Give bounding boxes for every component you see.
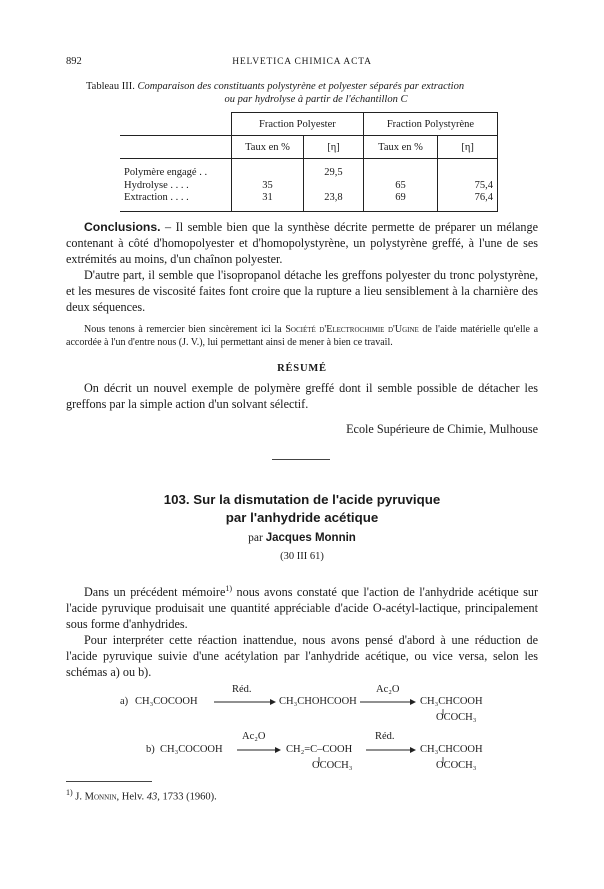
article-title (0, 491, 604, 527)
footnote (66, 788, 217, 803)
byline-by: par (248, 532, 263, 544)
scheme-a-mid: CH₃CHOHCOOH (279, 696, 357, 707)
sub-header: Taux en % (231, 136, 303, 159)
table-cell: 29,5 (324, 167, 343, 178)
conclusions-paragraph-1 (66, 219, 538, 267)
acknowledgement-company: Société d'Electrochimie d'Ugine (285, 324, 419, 335)
table-body-row (120, 159, 498, 212)
scheme-a-start: CH₃COCOOH (135, 696, 198, 707)
conclusions-label: Conclusions. (84, 220, 161, 234)
table-cell: 23,8 (324, 192, 343, 203)
affiliation: Ecole Supérieure de Chimie, Mulhouse (346, 422, 538, 436)
table-corner (120, 113, 231, 136)
group-header-polystyrene: Fraction Polystyrène (363, 113, 497, 136)
conclusions-paragraph-2: D'autre part, il semble que l'isopropanol détache les greffons polyester du tronc polystyrène, et les mesures de viscosité faites font croire que la rupture a lieu sensiblement à la charnière des deux séquences. (66, 268, 538, 314)
scheme-b-label: b) (146, 744, 155, 755)
sub-header: Taux en % (363, 136, 437, 159)
table-caption (86, 80, 536, 106)
table-cell (236, 167, 299, 180)
acknowledgement-pre: Nous tenons à remercier bien sincèrement ici la (84, 324, 286, 335)
table-cell (368, 167, 433, 180)
acknowledgement-post: de l'aide matérielle qu'elle a accordée à l'un d'entre nous (J. V.), lui permettant ainsi de mener à bien ce travail. (66, 324, 539, 348)
footnote-volume: 43 (146, 791, 158, 803)
paragraph-1-start: Dans un précédent mémoire (84, 585, 226, 600)
scheme-b-end: CH₃CHCOOH (420, 744, 483, 755)
col-polystyrene-eta (438, 159, 498, 212)
scheme-b-mid-sub: OCOCH₃ (312, 760, 353, 771)
scheme-a-arrow-1 (214, 697, 276, 707)
table-cell: 76,4 (474, 192, 493, 203)
table-caption-title-line2: ou par hydrolyse à partir de l'échantillon C (224, 94, 408, 105)
scheme-b-arrow-2 (366, 745, 416, 755)
row-label: Polymère engagé . . (124, 167, 208, 178)
group-header-polyester: Fraction Polyester (231, 113, 363, 136)
article-paragraph-1 (66, 581, 538, 632)
journal-name: HELVETICA CHIMICA ACTA (232, 57, 372, 67)
article-title-line1: 103. Sur la dismutation de l'acide pyruvique (163, 492, 441, 507)
table-cell: 35 (262, 179, 273, 191)
scheme-b-arrow-1 (237, 745, 281, 755)
footnote-rule (66, 781, 152, 782)
table-cell: 75,4 (474, 179, 493, 191)
acknowledgement (66, 323, 538, 349)
scheme-a-reagent-red: Réd. (232, 684, 252, 695)
scheme-b-end-sub: OCOCH₃ (436, 760, 477, 771)
article-body (66, 581, 538, 680)
table-caption-title-line1: Comparaison des constituants polystyrène et polyester séparés par extraction (137, 81, 465, 92)
data-table (120, 112, 498, 212)
paragraph-1-rest: nous avons constaté que l'action de l'anhydride acétique sur l'acide pyruvique produisait une quantité appréciable d'acide O-acétyl-lactique, principalement sous forme d'anhydrides. (66, 585, 538, 632)
section-divider (272, 459, 330, 460)
byline (0, 532, 604, 544)
scheme-a-reagent-ac2o: Ac₂O (376, 684, 400, 695)
footnote-rest: , 1733 (1960). (157, 791, 217, 803)
row-label: Extraction . . . . (124, 192, 189, 203)
reaction-scheme (0, 680, 604, 780)
col-polyester-taux (231, 159, 303, 212)
table-group-header-row (120, 113, 498, 136)
scheme-a-arrow-2 (360, 697, 416, 707)
table-cell (308, 180, 359, 193)
article-paragraph-2: Pour interpréter cette réaction inattendue, nous avons pensé d'abord à une réduction de l'acide pyruvique suivie d'une acétylation par l'anhydride acétique, ou vice versa, selon les schémas a) ou b). (66, 633, 538, 680)
resume-text: On décrit un nouvel exemple de polymère greffé dont il semble possible de détacher les greffons par la simple action d'un solvant sélectif. (66, 381, 538, 411)
page-number: 892 (66, 56, 82, 67)
article-title-line2: par l'anhydride acétique (225, 510, 379, 525)
scheme-b-reagent-ac2o: Ac₂O (242, 731, 266, 742)
scheme-a-end-sub: OCOCH₃ (436, 712, 477, 723)
scheme-b-reagent-red: Réd. (375, 731, 395, 742)
received-date: (30 III 61) (280, 551, 324, 562)
row-labels-cell (120, 159, 231, 212)
table-corner-2 (120, 136, 231, 159)
sub-header: [η] (438, 136, 498, 159)
conclusions-section (66, 219, 538, 315)
footnote-number: 1) (66, 788, 73, 797)
table-cell: 69 (395, 192, 406, 203)
scheme-a-label: a) (120, 696, 129, 707)
scheme-b-mid: CH₂=C–COOH (286, 744, 353, 755)
footnote-author: J. Monnin (75, 791, 117, 803)
col-polystyrene-taux (363, 159, 437, 212)
table-sub-header-row (120, 136, 498, 159)
conclusions-text-1: – Il semble bien que la synthèse décrite permette de préparer un mélange contenant à côté d'homopolyester et d'homopolystyrène, un polystyrène greffé, à l'une de ses extrémités au moins, d'un chaînon polyester. (66, 220, 538, 266)
author-name: Jacques Monnin (265, 532, 356, 544)
scheme-a-end: CH₃CHCOOH (420, 696, 483, 707)
scheme-b-start: CH₃COCOOH (160, 744, 223, 755)
table-cell: 65 (395, 179, 406, 191)
resume-heading: RÉSUMÉ (277, 363, 327, 374)
footnote-journal: , Helv. (116, 791, 147, 803)
footnote-ref: 1) (225, 584, 233, 593)
table-cell: 31 (262, 192, 273, 203)
sub-header: [η] (304, 136, 364, 159)
row-label: Hydrolyse . . . . (124, 179, 189, 191)
table-cell (442, 167, 493, 180)
col-polyester-eta (304, 159, 364, 212)
table-caption-label: Tableau III. (86, 81, 135, 92)
running-header (66, 56, 538, 70)
